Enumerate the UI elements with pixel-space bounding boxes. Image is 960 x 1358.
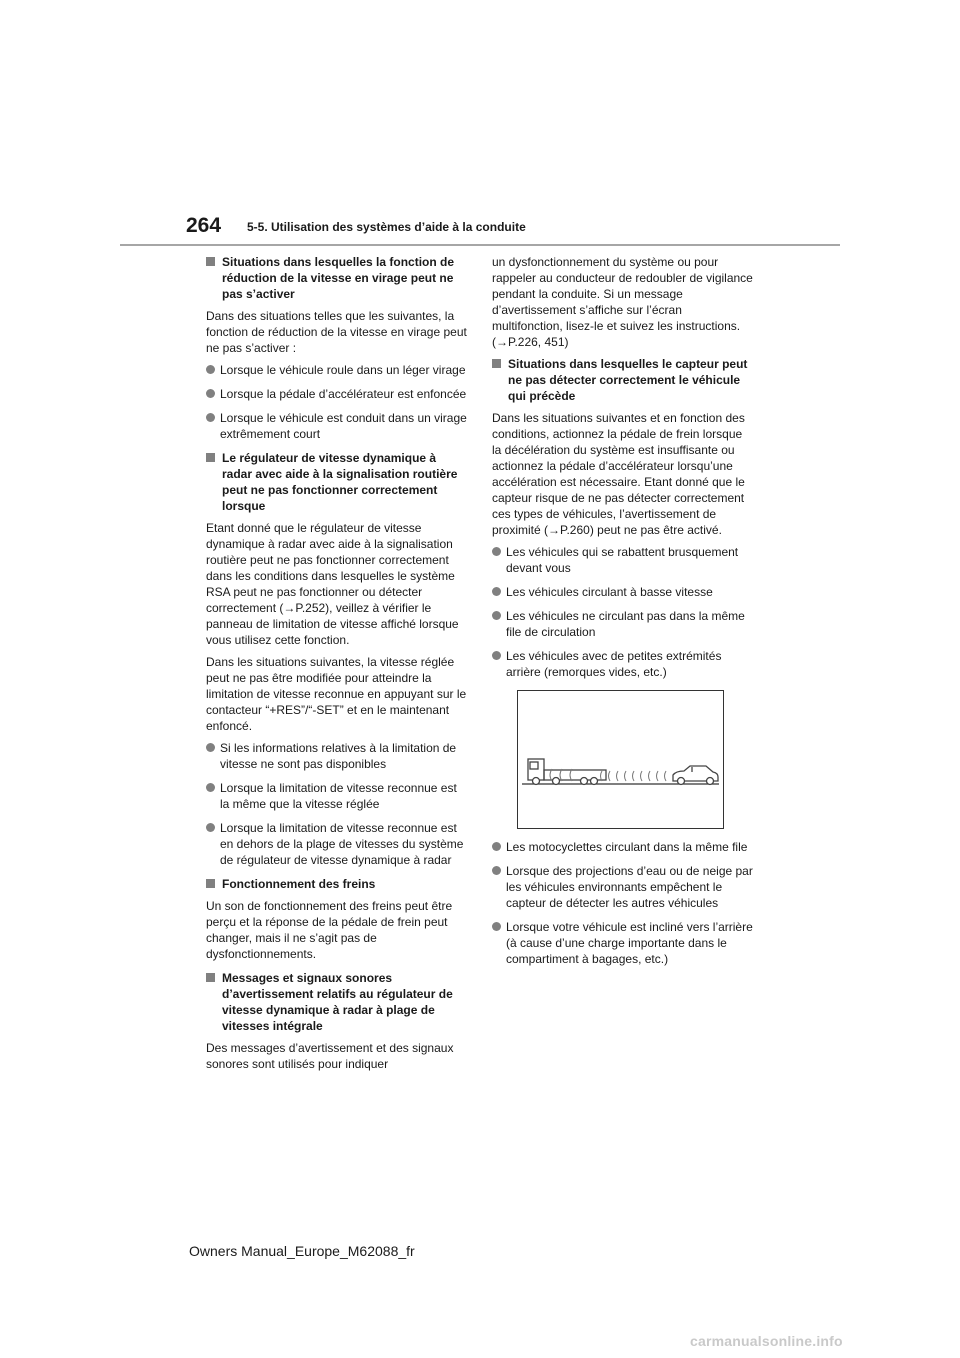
- right-column: [492, 254, 754, 975]
- paragraph: Dans les situations suivantes, la vitesse réglée peut ne pas être modifiée pour atteindre la limitation de vitesse reconnue en appuyant sur le contacteur “+RES”/“-SET” et en le maintenant enfoncé.: [206, 655, 467, 733]
- list-item: Lorsque la limitation de vitesse reconnue est en dehors de la plage de vitesses du système de régulateur de vitesse dynamique à radar: [206, 820, 468, 868]
- subheading: Le régulateur de vitesse dynamique à radar avec aide à la signalisation routière peut ne pas fonctionner correctement lorsque: [206, 450, 468, 514]
- list-item: Les véhicules ne circulant pas dans la même file de circulation: [492, 608, 754, 640]
- list-item: Lorsque votre véhicule est incliné vers l’arrière (à cause d’une charge importante dans le compartiment à bagages, etc.): [492, 919, 754, 967]
- circle-bullet-icon: [206, 413, 215, 422]
- square-bullet-icon: [206, 973, 215, 982]
- list-item: Les véhicules circulant à basse vitesse: [492, 584, 754, 600]
- car-icon: [673, 766, 718, 785]
- circle-bullet-icon: [206, 783, 215, 792]
- radar-waves-icon: [550, 769, 666, 781]
- paragraph: Un son de fonctionnement des freins peut être perçu et la réponse de la pédale de frein peut changer, mais il ne s’agit pas de dysfonctionnements.: [206, 899, 453, 961]
- square-bullet-icon: [206, 257, 215, 266]
- watermark-logo: carmanualsonline.info: [690, 1333, 843, 1349]
- list-item: Les véhicules avec de petites extrémités arrière (remorques vides, etc.): [492, 648, 754, 680]
- circle-bullet-icon: [492, 611, 501, 620]
- list-item: Les véhicules qui se rabattent brusquement devant vous: [492, 544, 754, 576]
- paragraph: Etant donné que le régulateur de vitesse dynamique à radar avec aide à la signalisation routière peut ne pas fonctionner correctement dans les conditions dans lesquelles le système RSA peut ne pas fonctionner ou détecter correctement (→P.252), veillez à vérifier le panneau de limitation de vitesse affiché lorsque vous utilisez cette fonction.: [206, 521, 459, 647]
- list-item: Lorsque des projections d’eau ou de neige par les véhicules environnants empêchent le capteur de détecter les autres véhicules: [492, 863, 754, 911]
- paragraph: Des messages d’avertissement et des signaux sonores sont utilisés pour indiquer: [206, 1041, 454, 1071]
- section-title: 5-5. Utilisation des systèmes d’aide à la conduite: [247, 220, 526, 234]
- paragraph: Dans les situations suivantes et en fonction des conditions, actionnez la pédale de frein lorsque la décélération du système est insuffisante ou actionnez la pédale d’accélérateur lorsqu’une accélération est nécessaire. Etant donné que le capteur risque de ne pas détecter correctement ces types de véhicules, l’avertissement de proximité (→P.260) peut ne pas être activé.: [492, 411, 745, 537]
- document-footer: Owners Manual_Europe_M62088_fr: [189, 1243, 415, 1259]
- left-column: [206, 254, 468, 1078]
- circle-bullet-icon: [492, 842, 501, 851]
- circle-bullet-icon: [206, 823, 215, 832]
- list-item: Lorsque la pédale d’accélérateur est enfoncée: [206, 386, 468, 402]
- list-item: Les motocyclettes circulant dans la même file: [492, 839, 754, 855]
- list-item: Lorsque le véhicule roule dans un léger virage: [206, 362, 468, 378]
- subheading: Fonctionnement des freins: [206, 876, 468, 892]
- subheading: Situations dans lesquelles le capteur peut ne pas détecter correctement le véhicule qui précède: [492, 356, 754, 404]
- circle-bullet-icon: [206, 743, 215, 752]
- page-number: 264: [186, 214, 222, 237]
- circle-bullet-icon: [492, 651, 501, 660]
- subheading: Messages et signaux sonores d’avertissement relatifs au régulateur de vitesse dynamique à radar à plage de vitesses intégrale: [206, 970, 468, 1034]
- illustration-svg: [518, 691, 723, 828]
- circle-bullet-icon: [492, 587, 501, 596]
- paragraph: Dans des situations telles que les suivantes, la fonction de réduction de la vitesse en virage peut ne pas s’activer :: [206, 309, 467, 355]
- square-bullet-icon: [206, 879, 215, 888]
- truck-icon: [528, 759, 606, 785]
- illustration-truck-car: [517, 690, 724, 829]
- circle-bullet-icon: [206, 365, 215, 374]
- circle-bullet-icon: [492, 866, 501, 875]
- list-item: Si les informations relatives à la limitation de vitesse ne sont pas disponibles: [206, 740, 468, 772]
- subheading: Situations dans lesquelles la fonction de réduction de la vitesse en virage peut ne pas s’activer: [206, 254, 468, 302]
- circle-bullet-icon: [492, 547, 501, 556]
- paragraph: un dysfonctionnement du système ou pour rappeler au conducteur de redoubler de vigilance pendant la conduite. Si un message d’avertissement s’affiche sur l’écran multifonction, lisez-le et suivez les instructions.(→P.226, 451): [492, 255, 753, 349]
- circle-bullet-icon: [206, 389, 215, 398]
- list-item: Lorsque le véhicule est conduit dans un virage extrêmement court: [206, 410, 468, 442]
- header-divider: [120, 244, 840, 246]
- square-bullet-icon: [492, 359, 501, 368]
- list-item: Lorsque la limitation de vitesse reconnue est la même que la vitesse réglée: [206, 780, 468, 812]
- square-bullet-icon: [206, 453, 215, 462]
- circle-bullet-icon: [492, 922, 501, 931]
